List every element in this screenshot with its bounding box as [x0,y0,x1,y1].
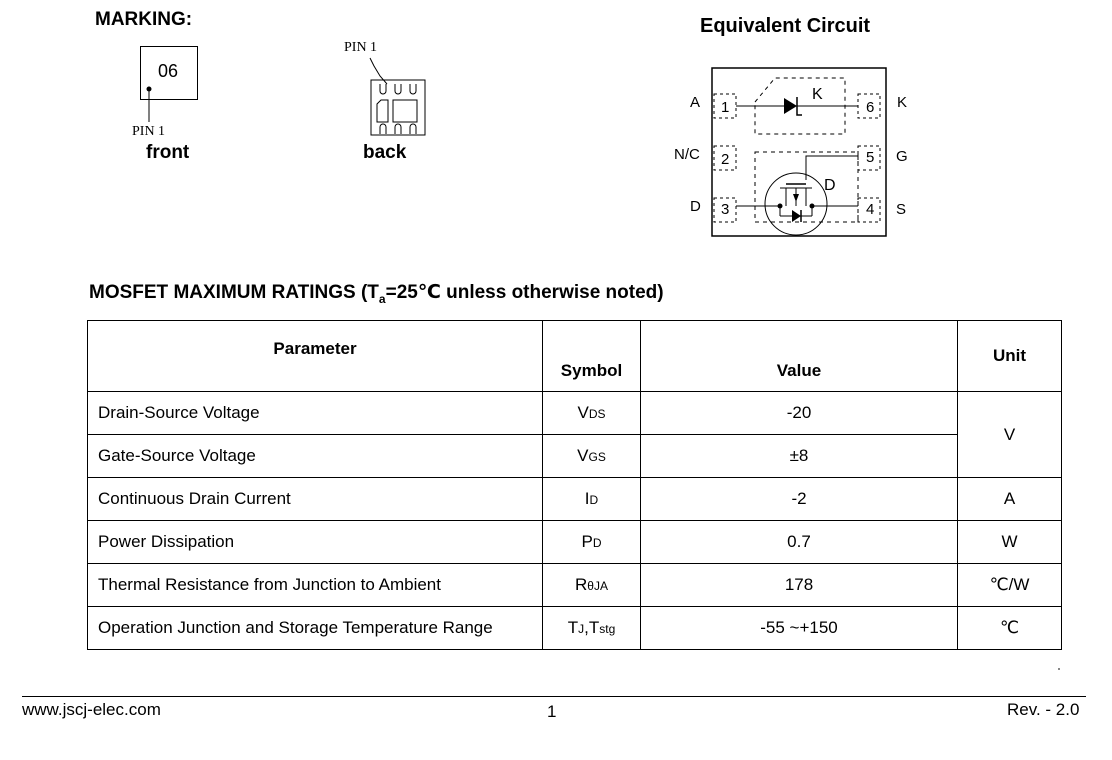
front-pin1-label: PIN 1 [132,124,166,139]
symbol-cell: RθJA [543,564,641,607]
param-cell: Drain-Source Voltage [88,392,543,435]
value-cell: ±8 [641,435,958,478]
stray-dot [1058,668,1060,670]
footer-revision: Rev. - 2.0 [1007,700,1080,719]
unit-cell: V [958,392,1062,478]
value-cell: -20 [641,392,958,435]
unit-cell: ℃ [958,607,1062,650]
value-cell: -55 ~+150 [641,607,958,650]
circuit-pin-number-6: 6 [866,99,875,116]
footer-page-number: 1 [547,702,557,721]
footer-divider [22,696,1086,697]
param-cell: Power Dissipation [88,521,543,564]
header-parameter: Parameter [88,321,543,392]
symbol-cell: ID [543,478,641,521]
circuit-pin-name-6: K [897,94,908,111]
unit-cell: W [958,521,1062,564]
ratings-title: MOSFET MAXIMUM RATINGS ($T_a=25℃$ unless otherwise noted) [89,282,664,306]
header-symbol: Symbol [543,321,641,392]
symbol-cell: TJ,Tstg [543,607,641,650]
table-row [88,564,1062,607]
diode-label: K [812,86,823,103]
param-cell: Continuous Drain Current [88,478,543,521]
table-row [88,435,1062,478]
circuit-title: Equivalent Circuit [700,15,871,37]
symbol-cell: PD [543,521,641,564]
mosfet-drain-label: D [824,177,836,194]
back-package [360,54,440,144]
ratings-table [87,320,1062,650]
table-row [88,521,1062,564]
circuit-pin-name-4: S [896,201,907,218]
circuit-pin-number-3: 3 [721,201,730,218]
front-label: front [146,142,190,163]
table-row [88,478,1062,521]
footer-website: www.jscj-elec.com [22,700,161,719]
symbol-cell: VGS [543,435,641,478]
marking-code: 06 [158,61,179,81]
unit-cell: ℃/W [958,564,1062,607]
param-cell: Gate-Source Voltage [88,435,543,478]
value-cell: 178 [641,564,958,607]
table-row [88,607,1062,650]
circuit-pin-name-3: D [690,198,701,215]
circuit-pin-name-1: A [690,94,701,111]
header-value: Value [641,321,958,392]
unit-cell: A [958,478,1062,521]
circuit-pin-name-2: N/C [674,146,700,163]
circuit-pin-number-1: 1 [721,99,730,116]
back-label: back [363,142,407,163]
circuit-pin-number-2: 2 [721,151,730,168]
param-cell: Thermal Resistance from Junction to Ambient [88,564,543,607]
value-cell: -2 [641,478,958,521]
table-header-row [88,321,1062,392]
table-row [88,392,1062,435]
marking-title: MARKING: [95,9,193,30]
header-unit: Unit [958,321,1062,392]
back-pin1-label: PIN 1 [344,40,378,55]
circuit-pin-number-5: 5 [866,149,875,166]
circuit-pin-number-4: 4 [866,201,875,218]
symbol-cell: VDS [543,392,641,435]
value-cell: 0.7 [641,521,958,564]
circuit-pin-name-5: G [896,148,908,165]
front-pin1-pointer [140,80,160,130]
param-cell: Operation Junction and Storage Temperature Range [88,607,543,650]
